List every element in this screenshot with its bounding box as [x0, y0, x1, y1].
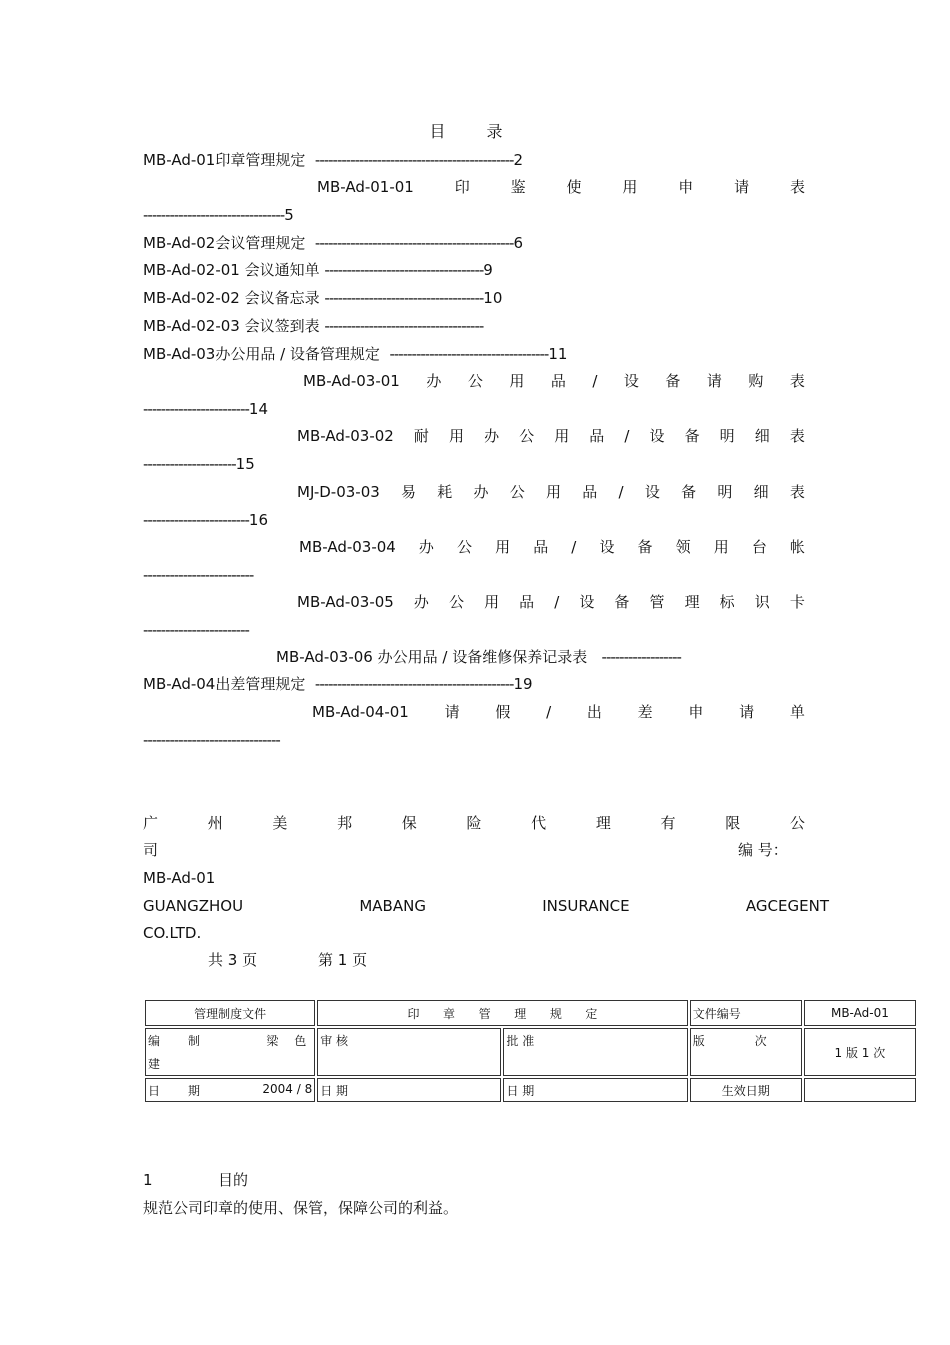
toc-title-char: 耐 — [413, 427, 429, 445]
toc-leader: -------------------------------- — [143, 206, 285, 224]
toc-title-char: 用 — [554, 427, 570, 445]
toc-entry-justified — [303, 371, 805, 391]
author-label-char: 编 — [148, 1034, 161, 1048]
toc-entry — [143, 150, 523, 170]
review-date-cell: 日 期 — [317, 1078, 501, 1102]
toc-code: MB-Ad-03-05 — [297, 593, 394, 611]
toc-code: MB-Ad-03-01 — [303, 372, 400, 390]
toc-entry — [143, 344, 567, 364]
toc-title-char: 公 — [448, 593, 464, 611]
section-number: 1 — [143, 1171, 153, 1189]
toc-title-char: 备 — [665, 372, 681, 390]
toc-title-char: 购 — [748, 372, 764, 390]
company-char: 有 — [660, 814, 676, 832]
toc-leader-line — [143, 205, 294, 225]
toc-code: MB-Ad-03-04 — [299, 538, 396, 556]
review-cell: 审 核 — [317, 1028, 501, 1076]
toc-entry-justified — [297, 482, 805, 502]
toc-leader: ------------------------ — [143, 621, 249, 639]
toc-page: 16 — [248, 511, 268, 529]
toc-title-char: 理 — [684, 593, 700, 611]
toc-title-char: 用 — [509, 372, 525, 390]
toc-title-char: 出 — [586, 703, 602, 721]
toc-title-char: 印 — [454, 178, 470, 196]
company-char: 限 — [725, 814, 741, 832]
toc-leader-line — [143, 454, 255, 474]
toc-leader: --------------------- — [143, 455, 236, 473]
effective-date-label-cell: 生效日期 — [690, 1078, 802, 1102]
section-body: 规范公司印章的使用、保管，保障公司的利益。 — [143, 1199, 459, 1217]
toc-title-char: 明 — [719, 427, 735, 445]
toc-title-char: / — [571, 538, 577, 556]
toc-leader: ------------------------- — [143, 566, 254, 584]
toc-entry — [143, 288, 502, 308]
toc-title-char: 用 — [448, 427, 464, 445]
toc-title-char: 识 — [754, 593, 770, 611]
toc-entry-justified — [297, 592, 805, 612]
table-row — [145, 1028, 916, 1076]
toc-title-char: 细 — [754, 427, 770, 445]
toc-title-char: 设 — [579, 593, 595, 611]
table-row — [145, 1078, 916, 1102]
section-heading: 目的 — [218, 1171, 249, 1189]
toc-title-text: 印章管理规定 — [215, 151, 306, 169]
toc-page: 5 — [284, 206, 294, 224]
toc-title-char: 办 — [426, 372, 442, 390]
toc-title-char: 请 — [739, 703, 755, 721]
toc-page: 2 — [513, 151, 524, 169]
toc-leader-line — [143, 399, 268, 419]
toc-title-char: 用 — [484, 593, 500, 611]
toc-title-char: 鉴 — [510, 178, 526, 196]
toc-code: MB-Ad-02 — [143, 234, 216, 252]
toc-title-char: 使 — [566, 178, 582, 196]
company-word: GUANGZHOU — [143, 897, 244, 915]
toc-title-char: 品 — [519, 593, 535, 611]
toc-title-char: 用 — [546, 483, 562, 501]
toc-code: MB-Ad-01 — [143, 151, 216, 169]
toc-title: 目 录 — [429, 122, 521, 141]
doc-type-cell: 管理制度文件 — [145, 1000, 315, 1026]
version-value-cell: 1 版 1 次 — [804, 1028, 916, 1076]
pages-total: 共 3 页 — [208, 951, 258, 969]
page-current: 第 1 页 — [318, 951, 368, 969]
company-char: 险 — [466, 814, 482, 832]
toc-title-text: 会议签到表 — [244, 317, 320, 335]
toc-entry-justified — [312, 702, 805, 722]
company-char: 州 — [207, 814, 223, 832]
toc-entry-justified — [299, 537, 805, 557]
toc-page: 6 — [513, 234, 524, 252]
toc-title-char: 帐 — [789, 538, 805, 556]
toc-title-char: / — [592, 372, 598, 390]
toc-code: MB-Ad-02-01 — [143, 261, 240, 279]
document-control-table — [143, 998, 918, 1104]
toc-title-char: 设 — [644, 483, 660, 501]
toc-title-char: 公 — [467, 372, 483, 390]
toc-code: MB-Ad-03-02 — [297, 427, 394, 445]
toc-leader: ------------------------------------ — [389, 345, 549, 363]
approve-date-cell: 日 期 — [503, 1078, 687, 1102]
title-char: 规 — [549, 1006, 562, 1021]
effective-date-value-cell — [804, 1078, 916, 1102]
company-char: 保 — [401, 814, 417, 832]
toc-page: 14 — [248, 400, 268, 418]
toc-title-text: 办公用品 / 设备维修保养记录表 — [377, 648, 588, 666]
toc-title-char: 品 — [582, 483, 598, 501]
toc-title-char: 管 — [649, 593, 665, 611]
toc-leader: ------------------------ — [143, 511, 249, 529]
version-label-cell — [690, 1028, 802, 1076]
table-row — [145, 1000, 916, 1026]
toc-leader: --------------------------------------------- — [314, 151, 514, 169]
toc-title-char: 备 — [684, 427, 700, 445]
toc-title-char: 用 — [622, 178, 638, 196]
company-name-en-tail: CO.LTD. — [143, 924, 202, 942]
version-char: 次 — [754, 1034, 767, 1048]
toc-title-char: 表 — [789, 178, 805, 196]
toc-title-char: 标 — [719, 593, 735, 611]
toc-title-char: 品 — [533, 538, 549, 556]
toc-title-char: 单 — [789, 703, 805, 721]
toc-entry-justified — [297, 426, 805, 446]
toc-title-char: / — [554, 593, 560, 611]
toc-title-char: 办 — [413, 593, 429, 611]
date-char: 期 — [188, 1083, 201, 1098]
toc-title-char: 请 — [734, 178, 750, 196]
toc-entry — [143, 674, 533, 694]
toc-leader-line — [143, 730, 280, 750]
toc-entry — [143, 233, 523, 253]
toc-title-text: 会议通知单 — [244, 261, 320, 279]
toc-title-char: 公 — [519, 427, 535, 445]
toc-title-char: 请 — [444, 703, 460, 721]
toc-title-text: 出差管理规定 — [215, 675, 306, 693]
toc-title-char: / — [624, 427, 630, 445]
author-name: 梁 色 — [266, 1034, 313, 1048]
company-name-cn — [143, 813, 805, 833]
toc-code: MB-Ad-03 — [143, 345, 216, 363]
title-char: 定 — [585, 1006, 598, 1021]
toc-leader-line — [143, 565, 253, 585]
toc-code: MJ-D-03-03 — [297, 483, 380, 501]
date-value: 2004 / 8 — [262, 1081, 313, 1096]
toc-leader-line — [143, 620, 249, 640]
toc-title-text: 办公用品 / 设备管理规定 — [215, 345, 380, 363]
approve-cell: 批 准 — [503, 1028, 687, 1076]
toc-entry — [143, 316, 483, 336]
toc-page: 11 — [548, 345, 568, 363]
company-char: 邦 — [337, 814, 353, 832]
toc-code: MB-Ad-02-03 — [143, 317, 240, 335]
toc-title-char: 设 — [649, 427, 665, 445]
title-char: 印 — [407, 1006, 420, 1021]
toc-title-char: 品 — [589, 427, 605, 445]
doc-number-cell: MB-Ad-01 — [804, 1000, 916, 1026]
toc-title-char: 品 — [550, 372, 566, 390]
author-name-tail: 建 — [148, 1057, 161, 1071]
company-name-en — [143, 896, 829, 916]
company-char: 理 — [595, 814, 611, 832]
toc-entry-justified — [317, 177, 805, 197]
toc-title-char: 细 — [753, 483, 769, 501]
toc-title-char: 请 — [706, 372, 722, 390]
date-char: 日 — [148, 1083, 161, 1098]
toc-title-char: 设 — [623, 372, 639, 390]
title-char: 管 — [478, 1006, 491, 1021]
toc-title-char: 卡 — [789, 593, 805, 611]
toc-title-char: 办 — [484, 427, 500, 445]
number-label: 编 号： — [738, 841, 788, 859]
toc-leader: ------------------ — [601, 648, 681, 666]
toc-title-char: 表 — [789, 372, 805, 390]
toc-title-char: 领 — [675, 538, 691, 556]
company-char: 美 — [272, 814, 288, 832]
number-value: MB-Ad-01 — [143, 869, 216, 887]
title-char: 章 — [443, 1006, 456, 1021]
toc-title-char: 设 — [599, 538, 615, 556]
toc-title-char: 备 — [614, 593, 630, 611]
toc-title-char: / — [546, 703, 552, 721]
toc-title-char: 表 — [789, 483, 805, 501]
company-word: INSURANCE — [542, 897, 630, 915]
company-char: 代 — [531, 814, 547, 832]
toc-title-char: / — [618, 483, 624, 501]
toc-leader: ------------------------------------ — [324, 261, 484, 279]
company-name-tail: 司 — [143, 841, 159, 859]
toc-leader: ------------------------ — [143, 400, 249, 418]
toc-title-char: 申 — [678, 178, 694, 196]
toc-leader: ------------------------------------ — [324, 289, 484, 307]
company-char: 广 — [143, 814, 159, 832]
toc-leader-line — [143, 510, 268, 530]
toc-code: MB-Ad-03-06 — [276, 648, 373, 666]
toc-code: MB-Ad-04 — [143, 675, 216, 693]
doc-number-label-cell: 文件编号 — [690, 1000, 802, 1026]
toc-title-char: 申 — [688, 703, 704, 721]
author-cell — [145, 1028, 315, 1076]
toc-code: MB-Ad-01-01 — [317, 178, 414, 196]
toc-leader: --------------------------------------------- — [314, 234, 514, 252]
toc-leader: --------------------------------------------- — [314, 675, 514, 693]
toc-title-char: 假 — [495, 703, 511, 721]
toc-title-char: 差 — [637, 703, 653, 721]
toc-code: MB-Ad-04-01 — [312, 703, 409, 721]
toc-page: 15 — [235, 455, 255, 473]
toc-title-char: 备 — [681, 483, 697, 501]
toc-title-char: 公 — [457, 538, 473, 556]
doc-title-cell — [317, 1000, 687, 1026]
toc-page: 9 — [483, 261, 493, 279]
toc-page: 19 — [513, 675, 533, 693]
toc-title-text: 会议管理规定 — [215, 234, 306, 252]
author-label-char: 制 — [188, 1034, 201, 1048]
toc-entry — [276, 647, 681, 667]
toc-title-char: 办 — [418, 538, 434, 556]
toc-title-char: 办 — [473, 483, 489, 501]
company-char: 公 — [789, 814, 805, 832]
toc-title-char: 耗 — [437, 483, 453, 501]
toc-title-char: 用 — [713, 538, 729, 556]
title-char: 理 — [514, 1006, 527, 1021]
toc-title-char: 用 — [495, 538, 511, 556]
toc-title-char: 公 — [509, 483, 525, 501]
toc-title-char: 台 — [751, 538, 767, 556]
company-word: MABANG — [359, 897, 426, 915]
toc-page: 10 — [483, 289, 503, 307]
toc-title-char: 易 — [401, 483, 417, 501]
toc-title-char: 表 — [789, 427, 805, 445]
date-cell — [145, 1078, 315, 1102]
toc-leader: ------------------------------------ — [324, 317, 484, 335]
version-char: 版 — [692, 1034, 705, 1048]
toc-entry — [143, 260, 493, 280]
toc-title-char: 明 — [717, 483, 733, 501]
toc-title-char: 备 — [637, 538, 653, 556]
toc-title-text: 会议备忘录 — [244, 289, 320, 307]
toc-code: MB-Ad-02-02 — [143, 289, 240, 307]
company-word: AGCEGENT — [745, 897, 829, 915]
toc-leader: ------------------------------- — [143, 731, 280, 749]
